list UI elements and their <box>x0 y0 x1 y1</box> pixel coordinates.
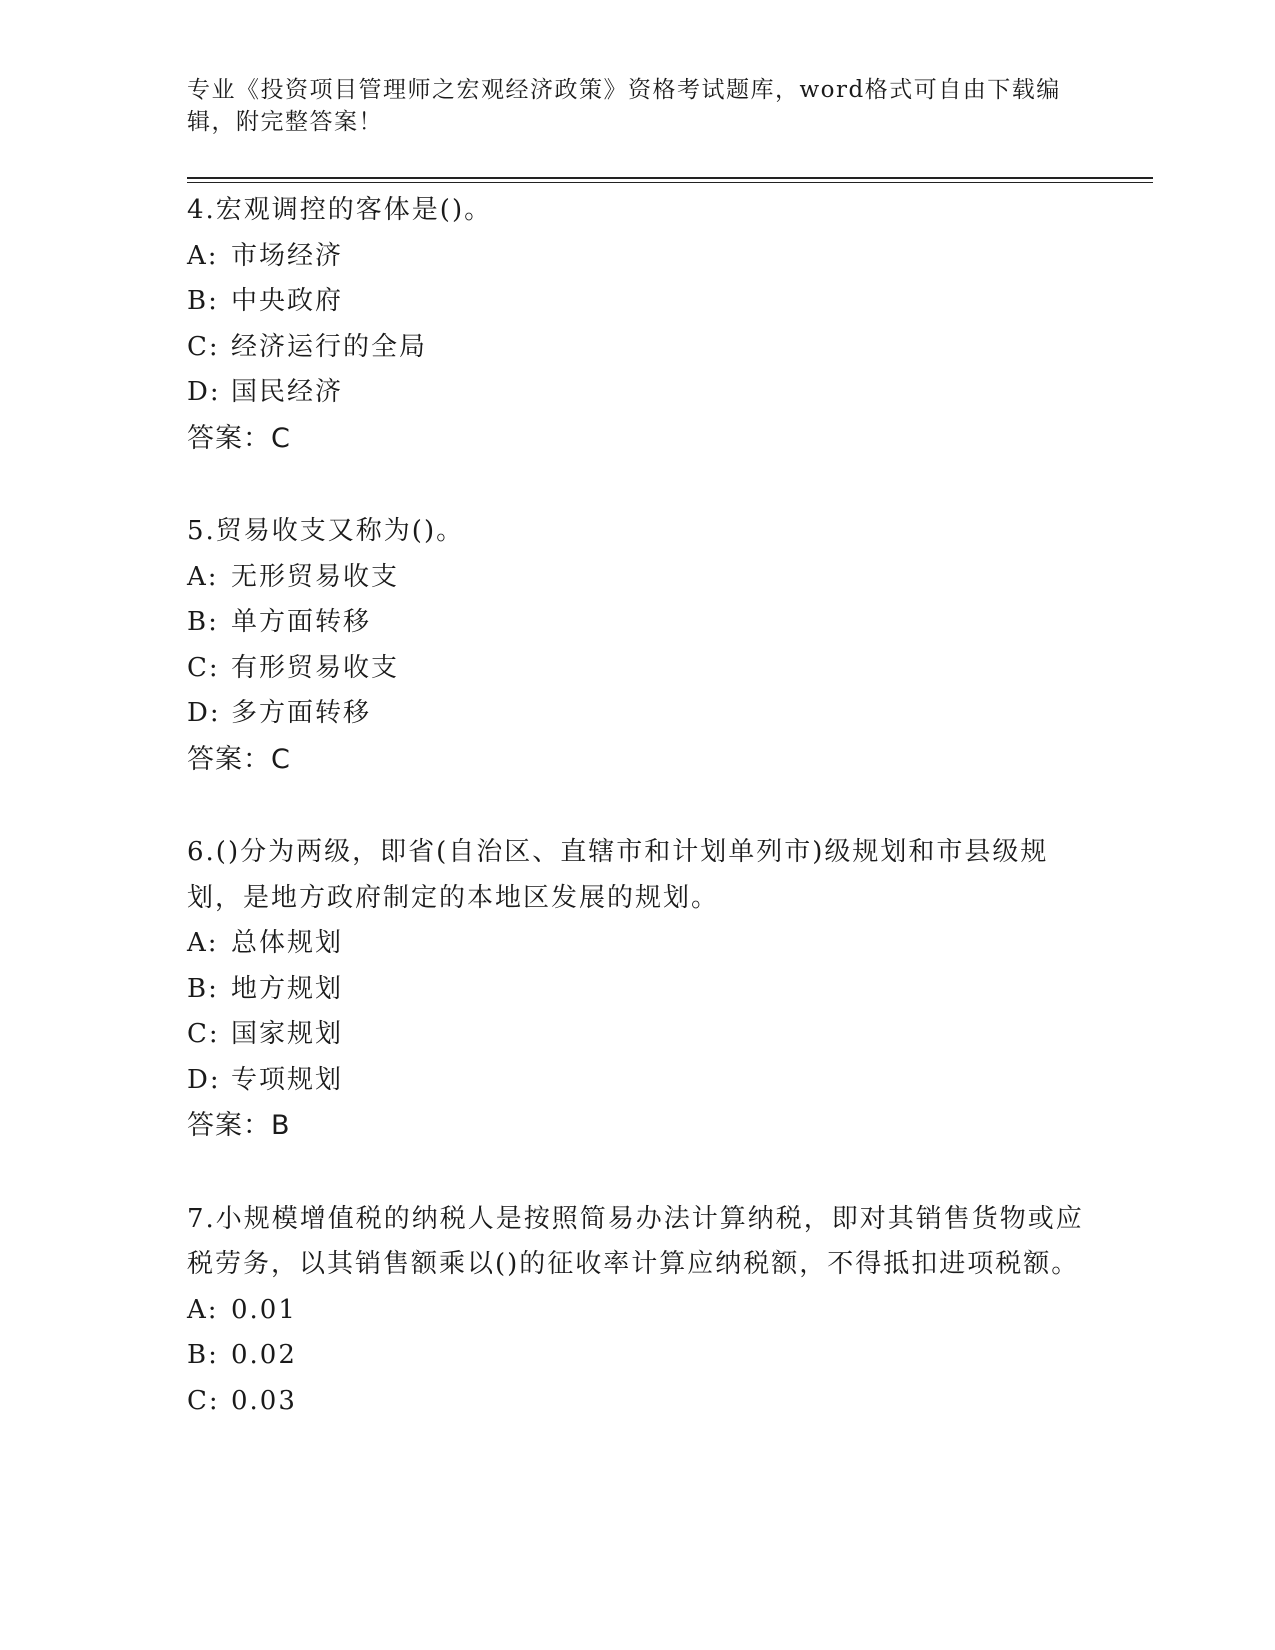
option-d <box>187 1058 1087 1104</box>
question-stem: 5.贸易收支又称为()。 <box>187 516 465 546</box>
option-letter: C: <box>187 652 220 683</box>
option-text: 0.02 <box>231 1340 297 1370</box>
option-text: 单方面转移 <box>231 607 372 637</box>
option-text: 国民经济 <box>231 377 344 407</box>
option-letter: D: <box>187 1064 221 1095</box>
option-a <box>187 1288 1087 1334</box>
option-text: 国家规划 <box>231 1019 344 1049</box>
question-item <box>187 509 1087 782</box>
option-letter: A: <box>187 561 219 592</box>
question-stem: 7.小规模增值税的纳税人是按照简易办法计算纳税，即对其销售货物或应税劳务，以其销售额乘以()的征收率计算应纳税额，不得抵扣进项税额。 <box>187 1203 1084 1279</box>
option-d <box>187 691 1087 737</box>
question-item <box>187 830 1087 1149</box>
option-text: 中央政府 <box>231 286 344 316</box>
option-text: 经济运行的全局 <box>231 331 428 362</box>
option-text: 总体规划 <box>231 928 344 958</box>
option-c <box>187 325 1087 371</box>
option-b <box>187 1333 1087 1379</box>
option-letter: A: <box>187 1294 219 1325</box>
option-letter: B: <box>187 1340 219 1370</box>
header-line-1: 专业《投资项目管理师之宏观经济政策》资格考试题库，word格式可自由下载编 <box>187 77 1061 103</box>
option-d <box>187 370 1087 416</box>
header-divider-thin <box>187 182 1153 183</box>
option-c <box>187 646 1087 692</box>
question-item <box>187 188 1087 461</box>
option-a <box>187 555 1087 601</box>
option-b <box>187 967 1087 1013</box>
header-divider-thick <box>187 177 1153 179</box>
option-letter: A: <box>187 240 219 271</box>
option-b <box>187 600 1087 646</box>
option-b <box>187 279 1087 325</box>
option-letter: D: <box>187 698 221 728</box>
option-c <box>187 1379 1087 1425</box>
option-text: 专项规划 <box>231 1064 344 1095</box>
option-text: 市场经济 <box>231 240 344 271</box>
option-text: 多方面转移 <box>231 698 372 728</box>
option-letter: C: <box>187 1019 220 1049</box>
option-text: 无形贸易收支 <box>231 561 400 592</box>
option-letter: B: <box>187 286 219 316</box>
option-text: 有形贸易收支 <box>231 652 400 683</box>
option-c <box>187 1012 1087 1058</box>
question-list <box>187 188 1087 1472</box>
question-stem: 4.宏观调控的客体是()。 <box>187 195 493 225</box>
option-letter: C: <box>187 331 220 362</box>
answer-line: 答案：B <box>187 1110 291 1141</box>
option-letter: B: <box>187 607 219 637</box>
option-letter: D: <box>187 377 221 407</box>
option-letter: A: <box>187 928 219 958</box>
question-item <box>187 1197 1087 1425</box>
header-line-2: 辑，附完整答案！ <box>187 109 383 135</box>
option-a <box>187 234 1087 280</box>
option-text: 0.01 <box>231 1294 297 1325</box>
option-text: 地方规划 <box>231 973 344 1004</box>
question-stem: 6.()分为两级，即省(自治区、直辖市和计划单列市)级规划和市县级规划，是地方政府制定的本地区发展的规划。 <box>187 837 1049 913</box>
option-letter: B: <box>187 973 219 1004</box>
document-header <box>187 74 1067 138</box>
option-letter: C: <box>187 1385 220 1416</box>
answer-line: 答案：C <box>187 743 291 775</box>
answer-line: 答案：C <box>187 422 291 454</box>
option-a <box>187 921 1087 967</box>
option-text: 0.03 <box>231 1385 297 1416</box>
